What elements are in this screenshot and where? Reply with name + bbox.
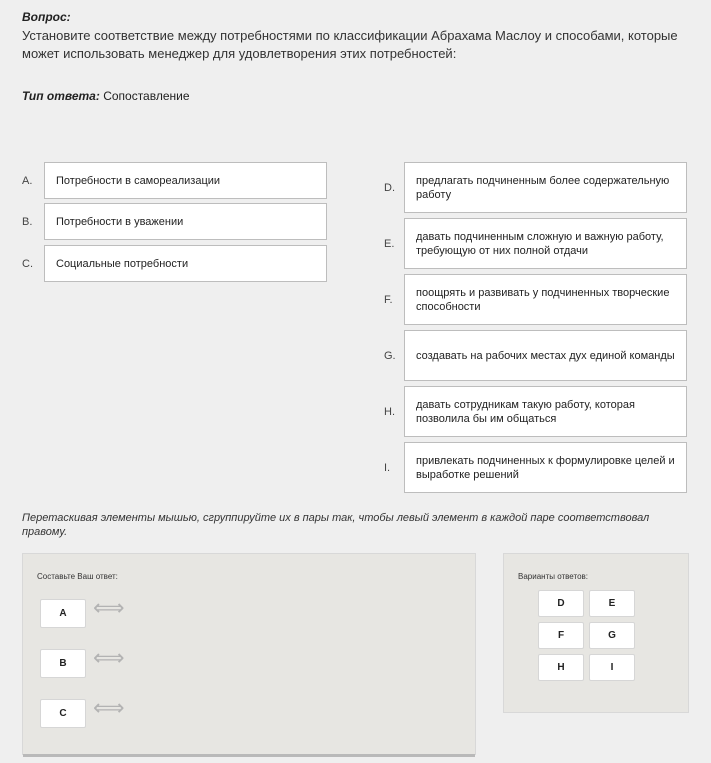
answer-type xyxy=(22,89,190,103)
right-item-letter: E. xyxy=(384,237,395,250)
left-item-letter: B. xyxy=(22,215,33,228)
left-item-b xyxy=(22,203,327,240)
answer-chip-c[interactable]: C xyxy=(40,699,86,728)
right-item-box: предлагать подчиненным более содержательную работу xyxy=(404,162,687,213)
question-text: Установите соответствие между потребностями по классификации Абрахама Маслоу и способами, которые может использовать менеджер для удовлетворения этих потребностей: xyxy=(22,28,678,61)
left-item-c xyxy=(22,245,327,282)
left-item-letter: A. xyxy=(22,174,33,187)
instruction-text: Перетаскивая элементы мышью, сгруппируйте их в пары так, чтобы левый элемент в каждой паре соответствовал правому. xyxy=(22,512,650,538)
question-label: Вопрос: xyxy=(22,10,71,24)
double-arrow-icon: ⟺ xyxy=(93,594,125,620)
right-item-box: создавать на рабочих местах дух единой команды xyxy=(404,330,687,381)
right-item-box: привлекать подчиненных к формулировке целей и выработке решений xyxy=(404,442,687,493)
right-item-letter: F. xyxy=(384,293,393,306)
option-chip-e[interactable]: E xyxy=(589,590,635,617)
right-item-box: давать сотрудникам такую работу, которая позволила бы им общаться xyxy=(404,386,687,437)
left-item-letter: C. xyxy=(22,257,33,270)
option-chip-i[interactable]: I xyxy=(589,654,635,681)
right-item-d xyxy=(384,162,687,213)
options-panel-title: Варианты ответов: xyxy=(518,572,588,581)
left-item-box: Потребности в уважении xyxy=(44,203,327,240)
right-item-box: давать подчиненным сложную и важную работу, требующую от них полной отдачи xyxy=(404,218,687,269)
right-item-i xyxy=(384,442,687,493)
answer-type-value: Сопоставление xyxy=(103,89,190,103)
right-item-letter: D. xyxy=(384,181,395,194)
right-item-g xyxy=(384,330,687,381)
right-item-letter: I. xyxy=(384,461,391,474)
left-item-box: Социальные потребности xyxy=(44,245,327,282)
right-item-letter: H. xyxy=(384,405,395,418)
answer-panel xyxy=(22,553,476,755)
answer-chip-b[interactable]: B xyxy=(40,649,86,678)
right-item-e xyxy=(384,218,687,269)
option-chip-f[interactable]: F xyxy=(538,622,584,649)
option-chip-g[interactable]: G xyxy=(589,622,635,649)
options-panel xyxy=(503,553,689,713)
double-arrow-icon: ⟺ xyxy=(93,694,125,720)
answer-type-label: Тип ответа: xyxy=(22,89,100,103)
answer-panel-title: Составьте Ваш ответ: xyxy=(37,572,118,581)
answer-chip-a[interactable]: A xyxy=(40,599,86,628)
answer-slot-a xyxy=(40,594,125,628)
right-item-f xyxy=(384,274,687,325)
left-item-box: Потребности в самореализации xyxy=(44,162,327,199)
answer-slot-b xyxy=(40,644,125,678)
right-item-box: поощрять и развивать у подчиненных творческие способности xyxy=(404,274,687,325)
option-chip-d[interactable]: D xyxy=(538,590,584,617)
right-item-h xyxy=(384,386,687,437)
left-item-a xyxy=(22,162,327,199)
right-item-letter: G. xyxy=(384,349,396,362)
answer-slot-c xyxy=(40,694,125,728)
double-arrow-icon: ⟺ xyxy=(93,644,125,670)
option-chip-h[interactable]: H xyxy=(538,654,584,681)
options-grid xyxy=(538,590,635,681)
